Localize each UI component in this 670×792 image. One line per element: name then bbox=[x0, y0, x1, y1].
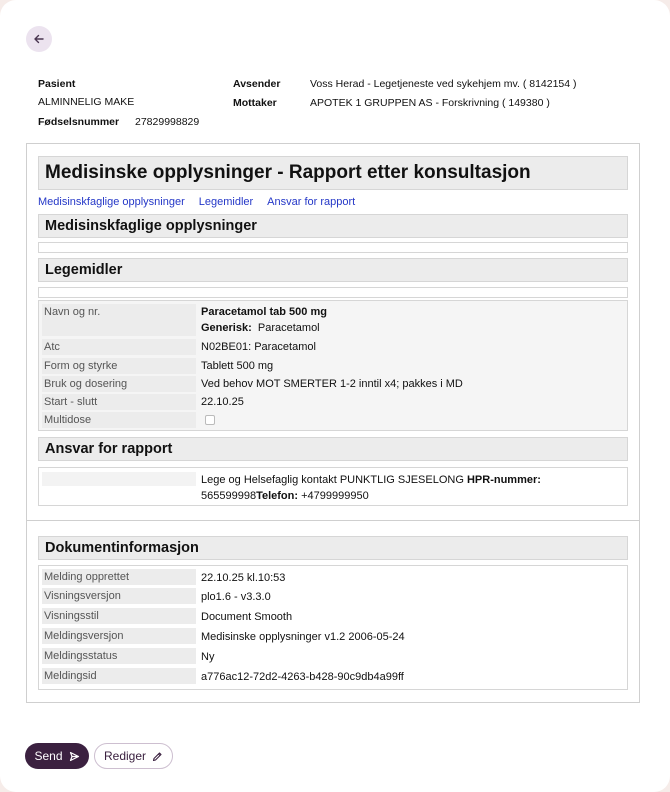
period-value: 22.10.25 bbox=[201, 396, 244, 408]
docinfo-label: Meldingsstatus bbox=[42, 648, 196, 664]
docinfo-label: Visningsstil bbox=[42, 608, 196, 624]
link-medical[interactable]: Medisinskfaglige opplysninger bbox=[38, 196, 185, 208]
usage-label: Bruk og dosering bbox=[42, 376, 196, 392]
document-divider bbox=[27, 520, 639, 521]
form-value: Tablett 500 mg bbox=[201, 360, 274, 372]
docinfo-label: Melding opprettet bbox=[42, 569, 196, 585]
fnr-value: 27829998829 bbox=[135, 116, 200, 128]
edit-button-label: Rediger bbox=[103, 749, 147, 763]
edit-button[interactable] bbox=[94, 743, 173, 769]
hpr-label: HPR-nummer: bbox=[466, 474, 541, 486]
receiver-value: APOTEK 1 GRUPPEN AS - Forskrivning ( 149380 ) bbox=[310, 97, 550, 109]
drugs-spacer-box bbox=[38, 287, 628, 298]
docinfo-row bbox=[39, 569, 627, 587]
phone-value: +4799999950 bbox=[298, 490, 369, 502]
document-view bbox=[26, 143, 640, 703]
multidose-label: Multidose bbox=[42, 412, 196, 428]
docinfo-value: Ny bbox=[201, 651, 215, 663]
drug-name-value: Paracetamol tab 500 mg bbox=[201, 306, 327, 318]
link-responsibility[interactable]: Ansvar for rapport bbox=[267, 196, 356, 208]
section-links bbox=[38, 196, 355, 208]
form-label: Form og styrke bbox=[42, 358, 196, 374]
section-medical-heading: Medisinskfaglige opplysninger bbox=[38, 214, 628, 238]
docinfo-label: Visningsversjon bbox=[42, 588, 196, 604]
drug-generic bbox=[201, 320, 320, 336]
atc-label: Atc bbox=[42, 339, 196, 355]
docinfo-row bbox=[39, 628, 627, 646]
section-drugs-heading: Legemidler bbox=[38, 258, 628, 282]
send-button-label: Send bbox=[34, 749, 63, 763]
docinfo-value: a776ac12-72d2-4263-b428-90c9db4a99ff bbox=[201, 671, 404, 683]
drug-name-row bbox=[39, 304, 627, 338]
docinfo-label: Meldingsversjon bbox=[42, 628, 196, 644]
multidose-checkbox[interactable] bbox=[205, 415, 215, 425]
form-row bbox=[39, 358, 627, 375]
phone-label: Telefon: bbox=[256, 490, 299, 502]
generic-value: Paracetamol bbox=[257, 322, 320, 334]
document-title: Medisinske opplysninger - Rapport etter konsultasjon bbox=[38, 156, 628, 190]
docinfo-value: Document Smooth bbox=[201, 611, 293, 623]
section-responsibility-heading: Ansvar for rapport bbox=[38, 437, 628, 461]
period-label: Start - slutt bbox=[42, 394, 196, 410]
atc-value: N02BE01: Paracetamol bbox=[201, 341, 316, 353]
fnr-label: Fødselsnummer bbox=[38, 116, 120, 128]
responsible-person: Lege og Helsefaglig kontakt PUNKTLIG SJESELONG bbox=[201, 474, 467, 486]
patient-label: Pasient bbox=[38, 78, 76, 90]
usage-value: Ved behov MOT SMERTER 1-2 inntil x4; pakkes i MD bbox=[201, 378, 463, 390]
hpr-value: 565599998 bbox=[201, 490, 257, 502]
docinfo-value: 22.10.25 kl.10:53 bbox=[201, 572, 286, 584]
link-drugs[interactable]: Legemidler bbox=[198, 196, 254, 208]
period-row bbox=[39, 394, 627, 411]
docinfo-row bbox=[39, 608, 627, 626]
generic-label: Generisk: bbox=[201, 322, 252, 334]
docinfo-value: plo1.6 - v3.3.0 bbox=[201, 591, 271, 603]
send-button[interactable] bbox=[25, 743, 89, 769]
usage-row bbox=[39, 376, 627, 393]
receiver-label: Mottaker bbox=[233, 97, 277, 109]
sender-value: Voss Herad - Legetjeneste ved sykehjem mv. ( 8142154 ) bbox=[310, 78, 577, 90]
docinfo-table bbox=[38, 565, 628, 690]
back-button[interactable] bbox=[26, 26, 52, 52]
docinfo-row bbox=[39, 648, 627, 666]
pencil-icon bbox=[152, 751, 163, 762]
atc-row bbox=[39, 339, 627, 356]
medical-content-box bbox=[38, 242, 628, 253]
drug-name-label: Navn og nr. bbox=[42, 304, 196, 336]
docinfo-label: Meldingsid bbox=[42, 668, 196, 684]
arrow-left-icon bbox=[33, 33, 45, 45]
responsibility-box bbox=[38, 467, 628, 506]
docinfo-row bbox=[39, 668, 627, 686]
responsibility-text bbox=[201, 472, 621, 504]
responsibility-label-cell bbox=[42, 472, 196, 486]
multidose-row bbox=[39, 412, 627, 429]
send-icon bbox=[69, 751, 80, 762]
docinfo-value: Medisinske opplysninger v1.2 2006-05-24 bbox=[201, 631, 405, 643]
docinfo-row bbox=[39, 588, 627, 606]
section-docinfo-heading: Dokumentinformasjon bbox=[38, 536, 628, 560]
patient-name: ALMINNELIG MAKE bbox=[38, 96, 135, 108]
sender-label: Avsender bbox=[233, 78, 281, 90]
drug-table bbox=[38, 300, 628, 431]
